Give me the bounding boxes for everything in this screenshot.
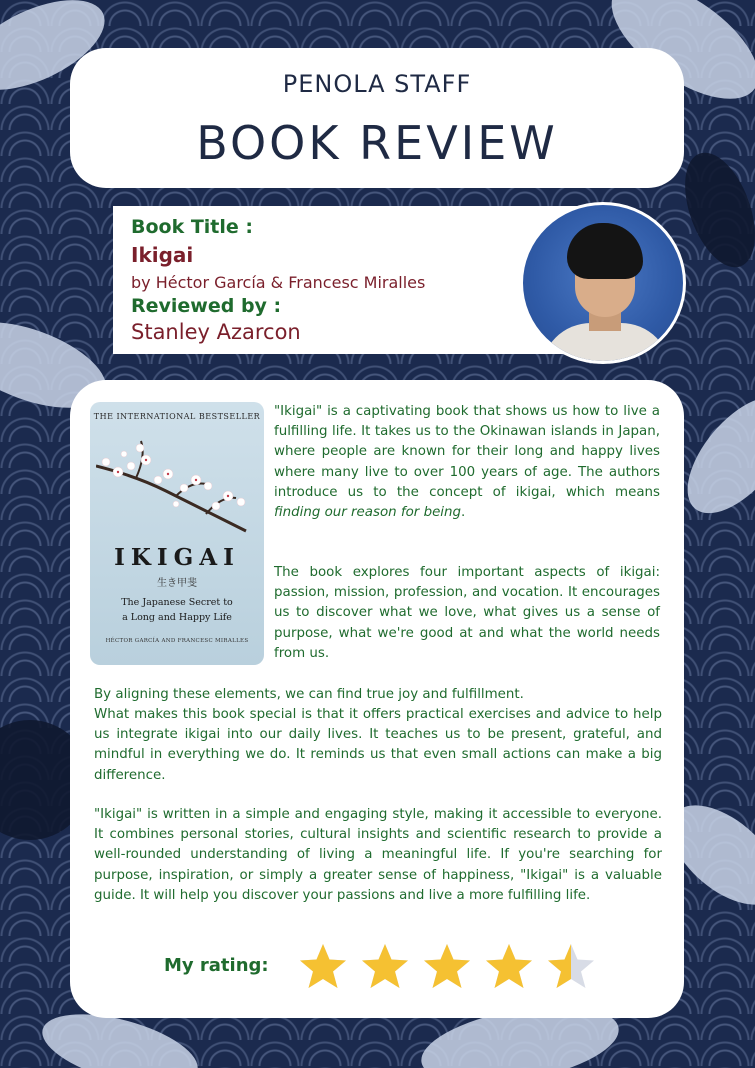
page-title: BOOK REVIEW bbox=[196, 116, 558, 170]
emphasis-text: finding our reason for being bbox=[274, 505, 462, 521]
review-paragraph-5: "Ikigai" is written in a simple and engaging style, making it accessible to everyone. It combines personal stories, cultural insights and scientific research to provide a well-rounded understanding of living a meaningful life. If you're searching for purpose, inspiration, or simply a greater sense of happiness, "Ikigai" is a valuable guide. It will help you discover your passions and live a more fulfilling life. bbox=[94, 807, 662, 903]
star-icon bbox=[422, 942, 472, 992]
star-icon bbox=[360, 942, 410, 992]
cover-kanji: 生き甲斐 bbox=[157, 578, 197, 589]
cover-authors: HÉCTOR GARCÍA AND FRANCESC MIRALLES bbox=[105, 638, 249, 644]
star-icon bbox=[484, 942, 534, 992]
cherry-blossom-branch-icon bbox=[96, 436, 256, 536]
review-paragraph-4: What makes this book special is that it offers practical exercises and advice to help us integrate ikigai into our daily lives. It teaches us to be present, grateful, and mindful in everything we do. It reminds us that even small actions can make a big difference. bbox=[94, 707, 662, 783]
reviewer-name: Stanley Azarcon bbox=[131, 320, 301, 344]
reviewed-by-label: Reviewed by : bbox=[131, 295, 282, 317]
cover-subtitle-line: The Japanese Secret to bbox=[121, 597, 233, 608]
reviewer-avatar bbox=[520, 202, 686, 364]
paragraph-text: "Ikigai" is a captivating book that shows us how to live a fulfilling life. It takes us to the Okinawan islands in Japan, where people are known for their long and happy lives where many live to over 100 years of age. The authors introduce us to the concept of ikigai, which means bbox=[274, 404, 660, 500]
cover-title: IKIGAI bbox=[114, 544, 240, 571]
rating-label: My rating: bbox=[164, 955, 269, 976]
header-subtitle: PENOLA STAFF bbox=[282, 70, 472, 98]
book-cover-image bbox=[90, 402, 264, 665]
review-paragraph-2: The book explores four important aspects of ikigai: passion, mission, profession, and vocation. It encourages us to discover what we love, what gives us a sense of purpose, what we're good at and what the world needs from us. bbox=[274, 565, 660, 661]
book-title: Ikigai bbox=[131, 243, 194, 267]
star-icon bbox=[298, 942, 348, 992]
review-paragraph-3: By aligning these elements, we can find true joy and fulfillment. bbox=[94, 687, 524, 702]
paragraph-text: . bbox=[461, 505, 466, 521]
review-paragraph-1 bbox=[274, 402, 660, 523]
book-authors: by Héctor García & Francesc Miralles bbox=[131, 273, 426, 292]
cover-subtitle-line: a Long and Happy Life bbox=[122, 612, 232, 623]
cover-subtitle bbox=[98, 595, 256, 625]
star-icon bbox=[546, 942, 596, 992]
book-title-label: Book Title : bbox=[131, 216, 254, 238]
star-rating bbox=[298, 942, 598, 992]
header-card bbox=[70, 48, 684, 188]
cover-bestseller-text: THE INTERNATIONAL BESTSELLER bbox=[93, 412, 261, 421]
